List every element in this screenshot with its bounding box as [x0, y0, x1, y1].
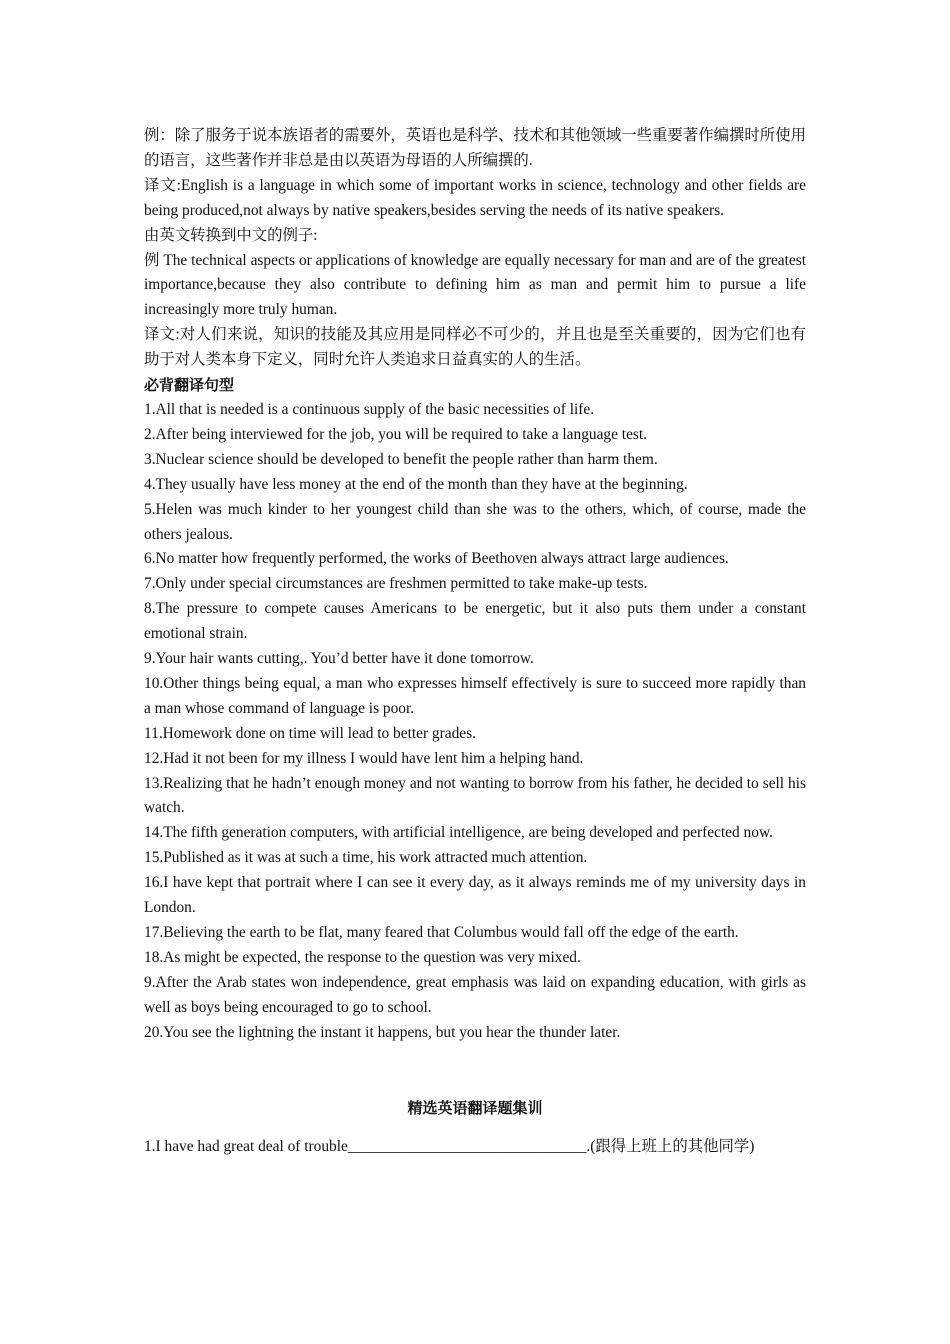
sentence-item: 6.No matter how frequently performed, the works of Beethoven always attract large audiences.: [144, 550, 729, 568]
exercise-item: 1.I have had great deal of trouble_______________________________.(跟得上班上的其他同学): [144, 1138, 755, 1156]
sentence-item: 14.The fifth generation computers, with artificial intelligence, are being developed and perfected now.: [144, 824, 773, 842]
sentence-item: 3.Nuclear science should be developed to benefit the people rather than harm them.: [144, 450, 658, 468]
sentence-item: 11.Homework done on time will lead to better grades.: [144, 724, 476, 742]
sentence-item: 17.Believing the earth to be flat, many feared that Columbus would fall off the edge of the earth.: [144, 924, 739, 941]
sentence-item: 5.Helen was much kinder to her youngest child than she was to the others, which, of course, made the others jealous.: [144, 500, 806, 543]
example-1-chinese: 例：除了服务于说本族语者的需要外，英语也是科学、技术和其他领域一些重要著作编撰时所使用的语言，这些著作并非总是由以英语为母语的人所编撰的.: [144, 127, 806, 169]
sentence-item: 9.After the Arab states won independence, great emphasis was laid on expanding education, with girls as well as boys being encouraged to go to school.: [144, 973, 806, 1016]
sentence-item: 4.They usually have less money at the end of the month than they have at the beginning.: [144, 475, 688, 493]
sentence-item: 16.I have kept that portrait where I can see it every day, as it always reminds me of my university days in London.: [144, 874, 806, 917]
translation-2-chinese: 译文:对人们来说，知识的技能及其应用是同样必不可少的，并且也是至关重要的，因为它们也有助于对人类本身下定义，同时允许人类追求日益真实的人的生活。: [144, 326, 806, 369]
sentence-item: 10.Other things being equal, a man who expresses himself effectively is sure to succeed more rapidly than a man whose command of language is poor.: [144, 674, 806, 717]
sentence-item: 13.Realizing that he hadn’t enough money and not wanting to borrow from his father, he decided to sell his watch.: [144, 774, 806, 817]
sentence-item: 20.You see the lightning the instant it happens, but you hear the thunder later.: [144, 1023, 621, 1041]
en-to-cn-label: 由英文转换到中文的例子:: [144, 226, 318, 244]
translation-1-english: 译文:English is a language in which some of important works in science, technology and other fields are being produced,not always by native speakers,besides serving the needs of its native speakers.: [144, 176, 806, 219]
sentence-item: 8.The pressure to compete causes Americans to be energetic, but it also puts them under a constant emotional strain.: [144, 600, 806, 643]
example-2-english: 例 The technical aspects or applications of knowledge are equally necessary for man and are of the greatest importance,because they also contribute to defining him as man and permit him to pursue a life increasingly more truly human.: [144, 251, 806, 319]
sentence-item: 9.Your hair wants cutting,. You’d better have it done tomorrow.: [144, 650, 534, 668]
document-page: [144, 124, 806, 1160]
sentence-item: 7.Only under special circumstances are freshmen permitted to take make-up tests.: [144, 575, 648, 593]
sentence-item: 18.As might be expected, the response to the question was very mixed.: [144, 948, 581, 966]
section-title-sentence-patterns: 必背翻译句型: [144, 376, 235, 395]
sentence-item: 1.All that is needed is a continuous supply of the basic necessities of life.: [144, 400, 595, 418]
sentence-pattern-list: [144, 398, 806, 1046]
sentence-item: 12.Had it not been for my illness I would have lent him a helping hand.: [144, 749, 584, 767]
sentence-item: 15.Published as it was at such a time, his work attracted much attention.: [144, 849, 588, 867]
sentence-item: 2.After being interviewed for the job, you will be required to take a language test.: [144, 425, 648, 443]
section-title-translation-exercises: 精选英语翻译题集训: [407, 1098, 543, 1117]
